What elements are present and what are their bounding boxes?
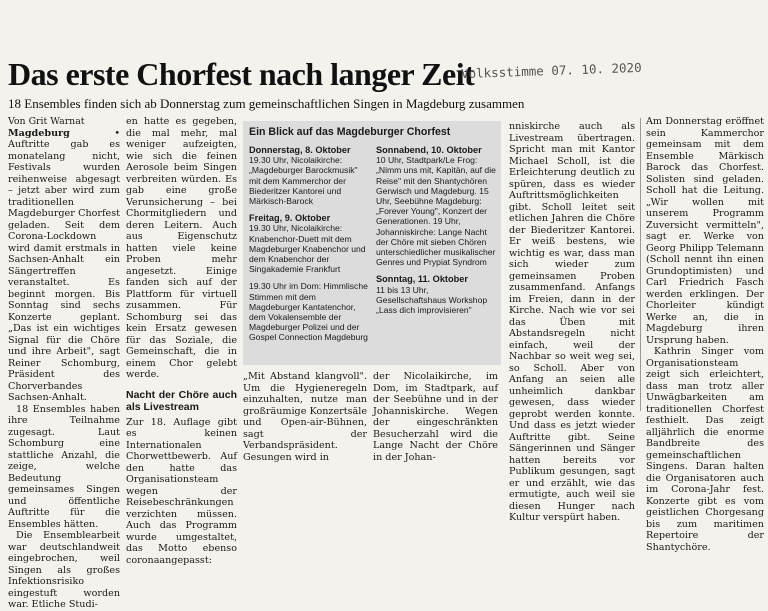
column-3-bottom: [243, 371, 367, 463]
schedule-entry: [249, 145, 369, 206]
paragraph: der Nicolaikirche, im Dom, im Stadtpark, auf der Seebühne und in der Johanniskirche. Wegen der eingeschränkten Besucherzahl wird die Lange Nacht der Chöre in der Johan-: [373, 371, 498, 463]
schedule-text: 19.30 Uhr im Dom: Himmlische Stimmen mit dem Magdeburger Kantatenchor, dem Vokalensemble der Magdeburger Polizei und der Gospel Connection Magdeburg: [249, 281, 368, 343]
schedule-entry: [249, 281, 369, 342]
schedule-text: 10 Uhr, Stadtpark/Le Frog: „Nimm uns mit, Kapitän, auf die Reise" mit den Shantychören Gerwisch und Magdeburg. 15 Uhr, Seebühne Magdeburg: „Forever Young", Konzert der Generationen. 19 Uhr, Johanniskirche: Lange Nacht der Chöre mit sieben Chören unterschiedlicher musikalischer Genres und Prypiat Syndrom: [376, 155, 496, 268]
paragraph: Die Ensemblearbeit war deutschlandweit eingebrochen, weil Singen als großes Infektionsrisiko eingestuft worden war. Etliche Studi-: [8, 530, 120, 610]
paragraph: Kathrin Singer vom Organisationsteam zeigt sich erleichtert, dass man trotz aller Unwägbarkeiten am traditionellen Chorfest festhielt. Das zeigt alljährlich die enorme Bandbreite des gemeinschaftlichen Singens. Daran halten die Organisatoren auch im Corona-Jahr fest. Konzerte gibt es vom geistlichen Chorgesang bis zum maritimen Repertoire der Shantychöre.: [646, 346, 764, 553]
column-6: [646, 116, 764, 553]
paragraph: Am Donnerstag eröffnet sein Kammerchor gemeinsam mit dem Ensemble Märkisch Barock das Chorfest. Solisten sind geladen. Scholl hat die Leitung. „Wir wollen mit unserem Programm Zuversicht vermitteln", sagt er. Werke von Georg Philipp Telemann (Scholl nennt ihn einen Grundoptimisten) und Carl Friedrich Fasch werden erklingen. Der Chorleiter kündigt Werke an, die in Magdeburg ihren Ursprung haben.: [646, 116, 764, 346]
column-5: [509, 121, 635, 523]
schedule-day: Sonntag, 11. Oktober: [376, 274, 468, 285]
paragraph: Zur 18. Auflage gibt es keinen Internationalen Chorwettbewerb. Auf den hatte das Organisationsteam wegen der Reisebeschränkungen verzichten müssen. Auch das Programm wurde umgestaltet, das Motto ebenso coronaangepasst:: [126, 416, 237, 566]
paragraph: 18 Ensembles haben ihre Teilnahme zugesagt. Laut Schomburg eine stattliche Anzahl, die zeige, welche Bedeutung gemeinsames Singen und öffentliche Auftritte für die Ensembles hätten.: [8, 403, 120, 530]
schedule-entry: [376, 145, 496, 267]
schedule-day: Freitag, 9. Oktober: [249, 213, 331, 224]
schedule-text: 11 bis 13 Uhr, Gesellschaftshaus Workshop „Lass dich improvisieren": [376, 284, 488, 316]
paragraph: „Mit Abstand klangvoll". Um die Hygieneregeln einzuhalten, nutze man großräumige Konzertsäle und Open-air-Bühnen, sagt der Verbandspräsident. Gesungen wird in: [243, 371, 367, 463]
dateline: Magdeburg: [8, 127, 70, 139]
schedule-text: 19.30 Uhr, Nicolaikirche: „Magdeburger Barockmusik" mit dem Kammerchor der Biederitzer Kantorei und Märkisch-Barock: [249, 155, 358, 207]
column-1: [8, 116, 120, 610]
article-headline: Das erste Chorfest nach langer Zeit: [8, 56, 475, 92]
schedule-day: Sonnabend, 10. Oktober: [376, 145, 482, 155]
schedule-right: [376, 145, 496, 363]
lead-paragraph: [8, 128, 120, 404]
schedule-entry: [249, 213, 369, 274]
schedule-text: 19.30 Uhr, Nicolaikirche: Knabenchor-Duett mit dem Magdeburger Knabenchor und dem Knabenchor der Singakademie Frankfurt: [249, 223, 366, 275]
column-divider: [640, 118, 641, 411]
column-4-bottom: [373, 371, 498, 463]
paragraph: nniskirche auch als Livestream übertragen. Spricht man mit Kantor Michael Scholl, ist die Erleichterung deutlich zu spüren, dass es wieder Auftrittsmöglichkeiten gibt. Scholl leitet seit etlichen Jahren die Chöre der Biederitzer Kantorei. Er weiß bestens, wie wichtig es war, dass man sich wieder zum gemeinsamen Proben zusammenfand. Anfangs im Freien, dann in der Kirche. Nach wie vor sei das Üben mit Abstandsregeln nicht einfach, weil der Nachbar so weit weg sei, so Scholl. Aber von Anfang an seien alle unheimlich dankbar gewesen, dass wieder geprobt werden konnte. Und dass es jetzt wieder Auftritte gibt. Seine Sängerinnen und Sänger hatten bereits vor Publikum gesungen, sagt er und erzählt, wie das ermutigte, auch weil sie diesen Hunger nach Kultur verspürt haben.: [509, 121, 635, 523]
article-subheadline: 18 Ensembles finden sich ab Donnerstag zum gemeinschaftlichen Singen in Magdeburg zusammen: [8, 96, 525, 111]
schedule-day: Donnerstag, 8. Oktober: [249, 145, 351, 155]
paragraph: en hatte es gegeben, die mal mehr, mal weniger aufzeigten, wie sich die feinen Aerosole beim Singen verbreiten würden. Es gab eine große Verunsicherung – bei Chormitgliedern und deren Leitern. Auch aus Eigenschutz hatten viele keine Proben mehr angesetzt. Einige fanden sich auf der Plattform für virtuell zusammen. Für Schomburg sei das kein Ersatz gewesen für das Soziale, die Gemeinschaft, die in einem Chor gelebt werde.: [126, 116, 237, 380]
handwritten-source-note: Volksstimme 07. 10. 2020: [460, 59, 642, 82]
paragraph-text: • Auftritte gab es monatelang nicht, Festivals wurden reihenweise abgesagt – jetzt aber wird zum traditionellen Magdeburger Chorfest geladen. Seit dem Corona-Lockdown wird damit erstmals in Sachsen-Anhalt ein Sängertreffen veranstaltet. Es beginnt morgen. Bis Sonntag sind sechs Konzerte geplant. „Das ist ein wichtiges Signal für die Chöre und ihre Arbeit", sagt Reiner Schomburg, Präsident des Chorverbandes Sachsen-Anhalt.: [8, 127, 120, 403]
section-heading: Nacht der Chöre auch als Livestream: [126, 388, 237, 413]
schedule-entry: [376, 274, 496, 315]
column-2: [126, 116, 237, 566]
byline: Von Grit Warnat: [8, 116, 85, 127]
schedule-left: [249, 145, 369, 363]
info-box-title: Ein Blick auf das Magdeburger Chorfest: [249, 126, 451, 138]
